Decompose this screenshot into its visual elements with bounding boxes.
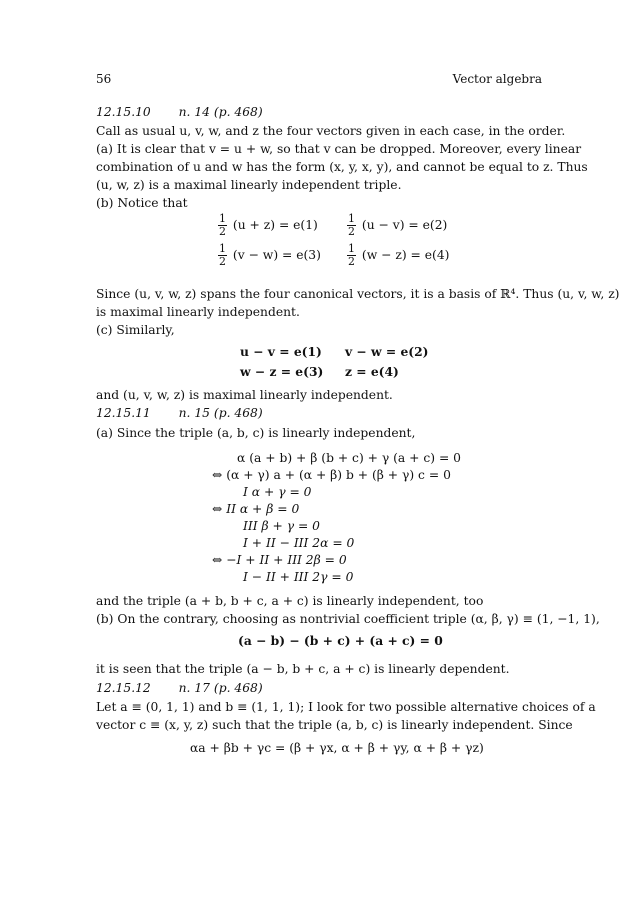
paragraph: (b) On the contrary, choosing as nontrivial coefficient triple (α, β, γ) ≡ (1, −1, 1), bbox=[96, 612, 600, 626]
equation: III β + γ = 0 bbox=[243, 519, 321, 533]
paragraph: (c) Similarly, bbox=[96, 323, 175, 337]
paragraph: (b) Notice that bbox=[96, 196, 188, 210]
page-header bbox=[96, 72, 542, 86]
equation: ⇔ (α + γ) a + (α + β) b + (β + γ) c = 0 bbox=[212, 468, 451, 482]
equation: u − v = e(1) bbox=[240, 344, 322, 359]
section-ref: n. 17 (p. 468) bbox=[178, 681, 263, 695]
paragraph: vector c ≡ (x, y, z) such that the triple (a, b, c) is linearly independent. Since bbox=[96, 718, 573, 732]
section-ref: n. 15 (p. 468) bbox=[178, 406, 263, 420]
paragraph: and the triple (a + b, b + c, a + c) is linearly independent, too bbox=[96, 594, 484, 608]
equation: $\frac{1}{2}$ (u − v) = e(2) bbox=[348, 212, 448, 238]
paragraph: (u, w, z) is a maximal linearly independent triple. bbox=[96, 178, 402, 192]
section-id: 12.15.11 bbox=[96, 406, 151, 420]
paragraph: (a) Since the triple (a, b, c) is linearly independent, bbox=[96, 426, 416, 440]
paragraph: is maximal linearly independent. bbox=[96, 305, 300, 319]
equation: I − II + III 2γ = 0 bbox=[243, 570, 354, 584]
equation: ⇔ II α + β = 0 bbox=[212, 502, 300, 516]
paragraph: combination of u and w has the form (x, y, x, y), and cannot be equal to z. Thus bbox=[96, 160, 588, 174]
page-number: 56 bbox=[96, 72, 112, 86]
equation: $\frac{1}{2}$ (v − w) = e(3) bbox=[219, 242, 321, 268]
section-12-15-11 bbox=[96, 404, 263, 422]
section-id: 12.15.10 bbox=[96, 105, 151, 119]
equation: I α + γ = 0 bbox=[243, 485, 312, 499]
equation: α (a + b) + β (b + c) + γ (a + c) = 0 bbox=[237, 451, 462, 465]
equation: w − z = e(3) bbox=[240, 364, 324, 379]
paragraph: Since (u, v, w, z) spans the four canonical vectors, it is a basis of ℝ⁴. Thus (u, v, w, z) bbox=[96, 287, 620, 301]
equation: z = e(4) bbox=[345, 364, 399, 379]
paragraph: and (u, v, w, z) is maximal linearly independent. bbox=[96, 388, 393, 402]
paragraph: Let a ≡ (0, 1, 1) and b ≡ (1, 1, 1); I look for two possible alternative choices of a bbox=[96, 700, 596, 714]
paragraph: it is seen that the triple (a − b, b + c, a + c) is linearly dependent. bbox=[96, 662, 510, 676]
equation: v − w = e(2) bbox=[345, 344, 429, 359]
paragraph: (a) It is clear that v = u + w, so that v can be dropped. Moreover, every linear bbox=[96, 142, 582, 156]
section-12-15-12 bbox=[96, 679, 263, 697]
equation: (a − b) − (b + c) + (a + c) = 0 bbox=[238, 633, 443, 648]
equation: ⇔ −I + II + III 2β = 0 bbox=[212, 553, 347, 567]
equation: αa + βb + γc = (β + γx, α + β + γy, α + β + γz) bbox=[190, 741, 484, 755]
equation: I + II − III 2α = 0 bbox=[243, 536, 355, 550]
paragraph: Call as usual u, v, w, and z the four vectors given in each case, in the order. bbox=[96, 124, 566, 138]
section-ref: n. 14 (p. 468) bbox=[178, 105, 263, 119]
section-12-15-10 bbox=[96, 103, 263, 121]
running-title: Vector algebra bbox=[452, 72, 542, 86]
section-id: 12.15.12 bbox=[96, 681, 151, 695]
equation: $\frac{1}{2}$ (w − z) = e(4) bbox=[348, 242, 450, 268]
equation: $\frac{1}{2}$ (u + z) = e(1) bbox=[219, 212, 318, 238]
